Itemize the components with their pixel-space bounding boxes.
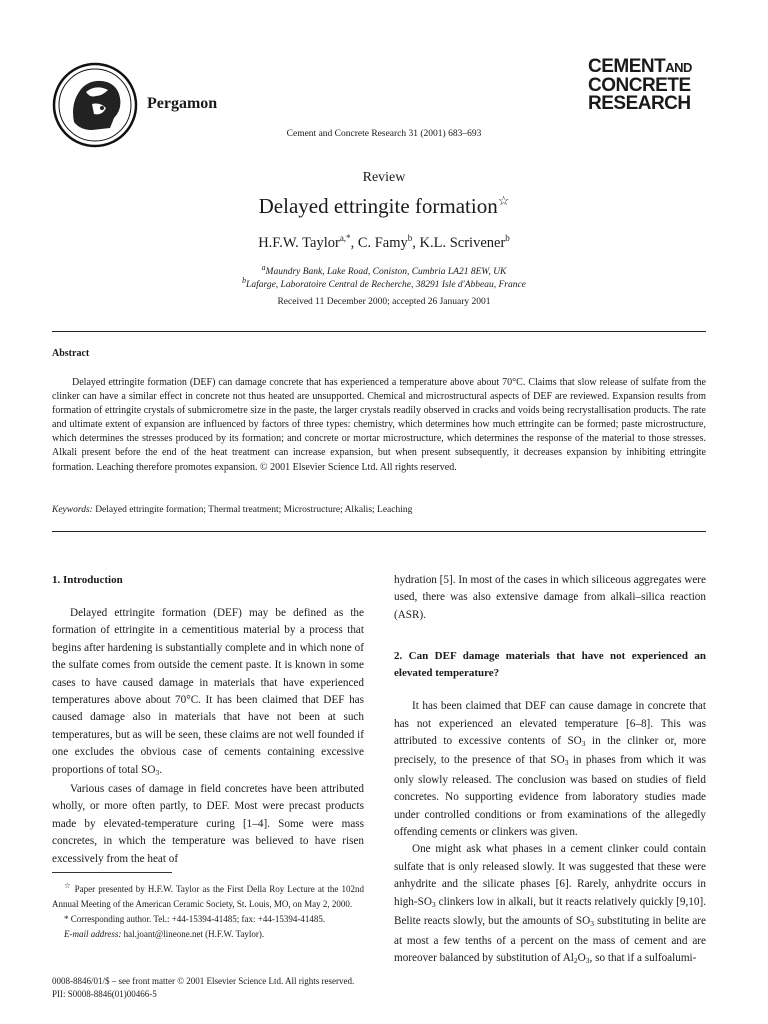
journal-logo-research: RESEARCH [588, 93, 691, 114]
paragraph-text: Delayed ettringite formation (DEF) may be defined as the formation of ettringite in a cementitious material by a process that begins after hardening is substantially complete and in which none of the sulfate comes from outside the cement paste. It is known in some cases to have caused damage in materials that have experienced temperatures above about 70°C. It has been claimed that DEF has caused damage also in materials that have not been at such temperatures, but as will be seen, these claims are not well founded if one excludes the obvious case of cements containing excessive proportions of total SO [52, 607, 364, 776]
email-link[interactable]: hal.joant@lineone.net (H.F.W. Taylor). [123, 929, 265, 939]
keywords-text: Delayed ettringite formation; Thermal treatment; Microstructure; Alkalis; Leaching [95, 505, 413, 515]
paragraph-text: substituting in belite are at most a few tenths of a percent on the mass of cement and are moreover balanced by substitution of Al [394, 915, 706, 964]
footnote-mark: ☆ [64, 881, 72, 890]
subscript: 3 [585, 955, 590, 965]
journal-logo-concrete: CONCRETE [588, 75, 691, 96]
affiliation-mark: a [261, 263, 266, 272]
page-footer [52, 975, 354, 1001]
section-type: Review [362, 170, 406, 185]
section-heading: 1. Introduction [52, 574, 123, 586]
journal-logo [588, 58, 718, 113]
author-name[interactable]: K.L. Scrivener [419, 234, 506, 251]
paragraph [52, 605, 364, 781]
journal-logo-and: AND [665, 60, 692, 75]
paragraph-text: . [159, 763, 163, 776]
received-dates: Received 11 December 2000; accepted 26 January 2001 [277, 297, 491, 307]
email-label: E-mail address: [64, 929, 122, 939]
paragraph-text: , so that if a sulfoalumi- [589, 951, 697, 964]
paragraph [394, 841, 706, 969]
section-heading: 2. Can DEF damage materials that have not experienced an elevated temperature? [394, 650, 706, 680]
author-name[interactable]: H.F.W. Taylor [258, 234, 340, 251]
footnote-text: Paper presented by H.F.W. Taylor as the First Della Roy Lecture at the 102nd Annual Meeting of the American Ceramic Society, St. Louis, MO, on May 2, 2000. [52, 884, 364, 909]
article-title-text: Delayed ettringite formation [258, 194, 498, 218]
front-matter-line: 0008-8846/01/$ – see front matter © 2001 Elsevier Science Ltd. All rights reserved. [52, 976, 355, 986]
subscript: 3 [564, 758, 569, 768]
author-list: H.F.W. Taylor$^{a,*}$, C. Famy$^b$, K.L. Scrivener$^b$ [258, 233, 510, 251]
paragraph: Various cases of damage in field concretes have been attributed wholly, or more often partly, to DEF. Most were precast products made by elevated-temperature curing [1–4]. Some were mass concretes, in which the temperature was believed to have risen excessively from the heat of [52, 783, 364, 865]
footnote [52, 878, 364, 912]
journal-citation: Cement and Concrete Research 31 (2001) 683–693 [286, 129, 482, 139]
right-column [394, 572, 706, 969]
footnote-divider [52, 872, 172, 873]
paragraph [394, 698, 706, 841]
subscript: 3 [431, 899, 436, 909]
subscript: 2 [573, 955, 578, 965]
subscript: 3 [155, 767, 160, 777]
author-affiliation-mark: b [505, 233, 510, 243]
author-name[interactable]: C. Famy [357, 234, 408, 251]
paragraph-text: clinkers low in alkali, but it reacts relatively quickly [9,10]. Belite reacts slowly, but the amounts of SO [394, 895, 706, 928]
journal-logo-cement: CEMENT [588, 56, 666, 77]
article-title [0, 193, 768, 219]
paragraph-text: in phases from which it was only slowly released. The conclusion was based on studies of field concretes. No supporting evidence from laboratory studies made under controlled conditions or from examinations of the allegedly offending cements or clinkers was given. [394, 754, 706, 839]
footnote: * Corresponding author. Tel.: +44-15394-41485; fax: +44-15394-41485. [64, 914, 326, 924]
paragraph-text: It has been claimed that DEF can cause damage in concrete that has not experienced an elevated temperature [6–8]. This was attributed to excessive contents of SO [394, 700, 706, 748]
title-footnote-mark[interactable]: ☆ [497, 193, 510, 208]
affiliation [0, 276, 768, 290]
abstract-heading: Abstract [52, 348, 90, 359]
footnote [52, 927, 364, 942]
paragraph-text: in the clinker or, more precisely, to the presence of that SO [394, 735, 706, 767]
paragraph: hydration [5]. In most of the cases in which siliceous aggregates were used, there was also extensive damage from alkali–silica reaction (ASR). [394, 574, 706, 621]
left-column [52, 572, 364, 868]
keywords [52, 505, 412, 515]
abstract-text: Delayed ettringite formation (DEF) can damage concrete that has experienced a temperature above about 70°C. Claims that slow release of sulfate from the clinker can have a similar effect in concrete not thus heated are unsupported. Chemical and microstructural aspects of DEF are reviewed. Expansion results from formation of ettringite crystals of submicrometre size in the paste, the larger crystals readily observed in cracks and voids being recrystallisation products. The rate and ultimate extent of expansion are influenced by factors of three types: chemistry, which determines how much ettringite can be formed; paste microstructure, which determines the stresses produced by its formation; and concrete or mortar microstructure, which determines the response of the material to those stresses. Alkali present before the end of the heat treatment can increase expansion, but when present subsequently, it decreases expansion by inhibiting ettringite formation. Leaching therefore promotes expansion. © 2001 Elsevier Science Ltd. All rights reserved. [52, 377, 706, 473]
author-affiliation-mark: b [407, 233, 413, 243]
paragraph-text: One might ask what phases in a cement clinker could contain sulfate that is only released slowly. It was suggested that these were anhydrite and the silicate phases [6]. Rarely, anhydrite occurs in high-SO [394, 843, 706, 908]
footnotes [52, 878, 364, 942]
affiliation-mark: b [242, 276, 247, 285]
paragraph-text: O [577, 951, 586, 964]
publisher-name: Pergamon [147, 95, 218, 112]
affiliation-text: Maundry Bank, Lake Road, Coniston, Cumbria LA21 8EW, UK [265, 267, 507, 278]
subscript: 3 [590, 919, 594, 929]
divider [52, 331, 706, 332]
pii-line: PII: S0008-8846(01)00466-5 [52, 989, 157, 999]
author-affiliation-mark: a,* [339, 233, 351, 243]
affiliation-text: Lafarge, Laboratoire Central de Recherche, 38291 Isle d'Abbeau, France [246, 280, 526, 291]
divider [52, 531, 706, 532]
keywords-label: Keywords: [52, 505, 93, 515]
subscript: 3 [581, 739, 586, 749]
